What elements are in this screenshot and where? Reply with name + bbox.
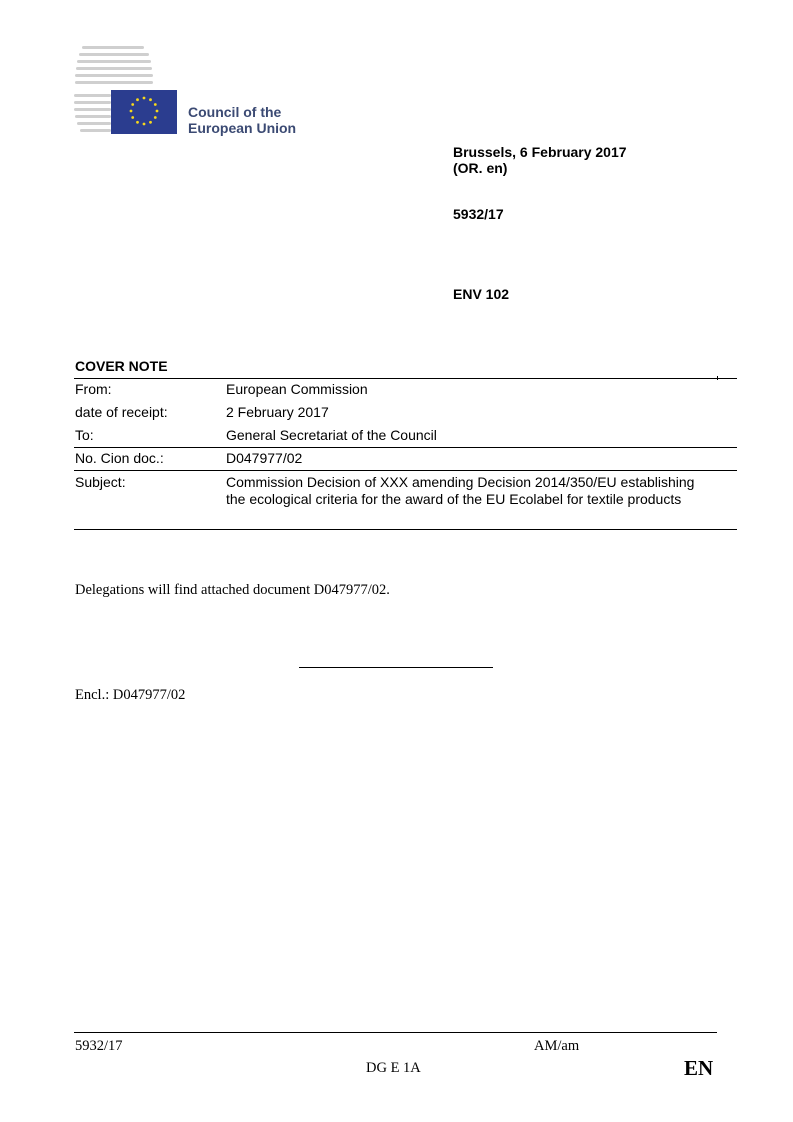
row-label-subject: Subject: xyxy=(75,474,126,490)
table-row xyxy=(74,424,737,446)
logo-line-2: European Union xyxy=(188,120,297,136)
logo-name xyxy=(188,104,296,136)
footer-directorate: DG E 1A xyxy=(366,1060,421,1076)
enclosure-text: Encl.: D047977/02 xyxy=(75,687,186,703)
row-label-to: To: xyxy=(75,427,94,443)
eu-flag-icon xyxy=(111,90,177,134)
separator-line xyxy=(299,667,493,668)
interinstitutional-code: ENV 102 xyxy=(453,286,510,302)
body-text: Delegations will find attached document D047977/02. xyxy=(75,582,390,598)
footer-initials: AM/am xyxy=(534,1038,580,1054)
table-row xyxy=(74,471,737,529)
footer-document-number: 5932/17 xyxy=(75,1038,123,1054)
row-value-date-of-receipt: 2 February 2017 xyxy=(226,404,329,420)
council-logo xyxy=(74,44,314,136)
logo-line-1: Council of the xyxy=(188,104,282,120)
cover-note-title: COVER NOTE xyxy=(75,358,168,374)
table-bottom-rule xyxy=(74,529,737,530)
document-number: 5932/17 xyxy=(453,206,504,222)
row-value-cion-doc: D047977/02 xyxy=(226,450,303,466)
table-row xyxy=(74,447,737,469)
footer-language: EN xyxy=(684,1056,714,1080)
row-label-cion-doc: No. Cion doc.: xyxy=(75,450,164,466)
place-date: Brussels, 6 February 2017 xyxy=(453,144,627,160)
footer-rule xyxy=(74,1032,717,1033)
row-label-from: From: xyxy=(75,381,112,397)
table-row xyxy=(74,378,737,400)
row-value-subject: Commission Decision of XXX amending Decision 2014/350/EU establishing the ecological criteria for the award of the EU Ecolabel for textile products xyxy=(226,474,695,507)
row-value-to: General Secretariat of the Council xyxy=(226,427,437,443)
original-language: (OR. en) xyxy=(453,160,508,176)
row-label-date-of-receipt: date of receipt: xyxy=(75,404,168,420)
row-value-from: European Commission xyxy=(226,381,368,397)
table-row xyxy=(74,401,737,423)
